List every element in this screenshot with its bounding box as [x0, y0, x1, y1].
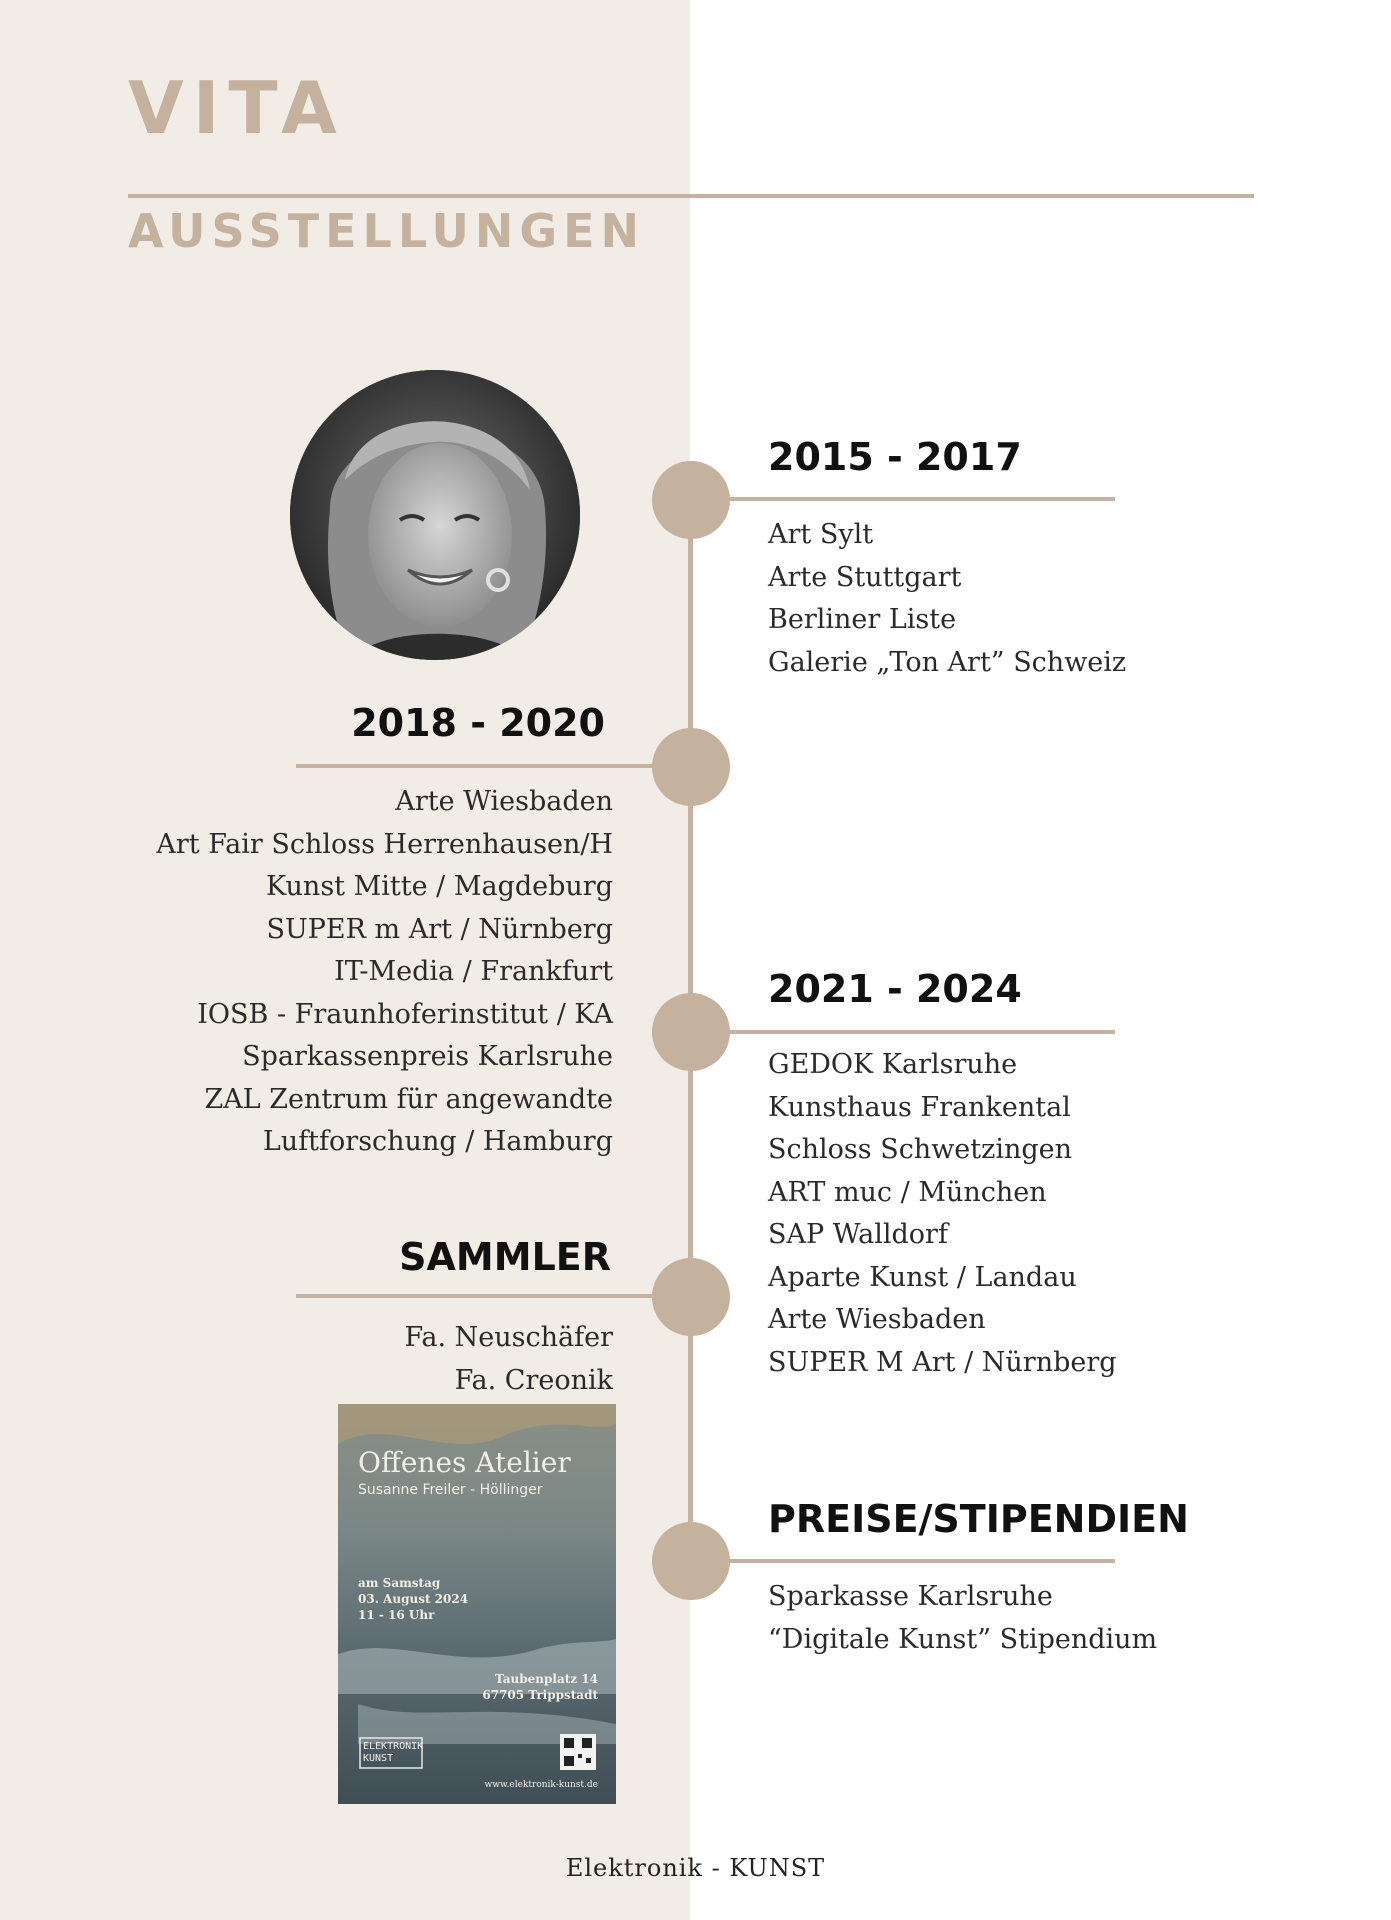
poster-date-line1: am Samstag	[358, 1576, 441, 1590]
list-item: GEDOK Karlsruhe	[768, 1049, 1018, 1080]
poster-title: Offenes Atelier	[358, 1446, 571, 1479]
section-heading-preise: PREISE/STIPENDIEN	[768, 1497, 1189, 1541]
list-item: Luftforschung / Hamburg	[262, 1126, 613, 1157]
list-item: Arte Stuttgart	[768, 561, 962, 593]
list-2018-2020	[156, 781, 613, 1164]
section-rule-preise	[690, 1559, 1115, 1563]
section-rule-2018	[296, 764, 690, 768]
section-rule-sammler	[296, 1294, 690, 1298]
list-preise	[768, 1576, 1157, 1661]
title-divider	[128, 194, 1254, 198]
list-item: Art Fair Schloss Herrenhausen/H	[156, 828, 613, 860]
list-sammler	[405, 1317, 614, 1402]
list-item: IOSB - Fraunhoferinstitut / KA	[197, 998, 613, 1030]
list-item: Galerie „Ton Art” Schweiz	[768, 646, 1127, 678]
list-item: Schloss Schwetzingen	[768, 1134, 1073, 1165]
poster-address2: 67705 Trippstadt	[482, 1688, 598, 1702]
list-item: SUPER m Art / Nürnberg	[266, 913, 613, 945]
event-poster	[338, 1404, 616, 1804]
poster-time: 11 - 16 Uhr	[358, 1608, 435, 1622]
poster-logo-line1: ELEKTRONIK	[363, 1741, 424, 1752]
list-item: ZAL Zentrum für angewandte	[204, 1083, 613, 1115]
section-rule-2015	[690, 497, 1115, 501]
section-heading-2015-2017: 2015 - 2017	[768, 435, 1022, 479]
list-item: “Digitale Kunst” Stipendium	[768, 1623, 1158, 1655]
list-item: Berliner Liste	[768, 604, 957, 635]
list-item: Sparkassenpreis Karlsruhe	[242, 1041, 613, 1072]
section-heading-2018-2020: 2018 - 2020	[351, 701, 605, 745]
list-item: Aparte Kunst / Landau	[768, 1261, 1077, 1293]
list-item: IT-Media / Frankfurt	[334, 956, 613, 987]
list-2015-2017	[768, 514, 1126, 684]
list-item: Sparkasse Karlsruhe	[768, 1581, 1053, 1612]
poster-logo-line2: KUNST	[363, 1753, 394, 1764]
list-2021-2024	[768, 1044, 1117, 1384]
page-title: VITA	[128, 66, 346, 150]
artist-portrait	[290, 370, 580, 660]
poster-url: www.elektronik-kunst.de	[484, 1780, 598, 1790]
page-subtitle: AUSSTELLUNGEN	[128, 204, 646, 258]
list-item: ART muc / München	[768, 1176, 1047, 1208]
list-item: SAP Walldorf	[768, 1219, 948, 1250]
list-item: Fa. Creonik	[454, 1364, 613, 1396]
section-heading-2021-2024: 2021 - 2024	[768, 967, 1022, 1011]
poster-artist: Susanne Freiler - Höllinger	[358, 1482, 543, 1498]
list-item: Fa. Neuschäfer	[404, 1322, 613, 1353]
list-item: Arte Wiesbaden	[395, 786, 613, 817]
portrait-photo-icon	[290, 370, 580, 660]
list-item: Art Sylt	[768, 519, 874, 550]
list-item: Kunst Mitte / Magdeburg	[265, 871, 613, 902]
section-heading-sammler: SAMMLER	[399, 1235, 611, 1279]
poster-address1: Taubenplatz 14	[495, 1672, 598, 1686]
page-footer: Elektronik - KUNST	[565, 1854, 826, 1882]
section-rule-2021	[690, 1030, 1115, 1034]
list-item: Arte Wiesbaden	[768, 1304, 986, 1335]
poster-date-line2: 03. August 2024	[358, 1592, 469, 1606]
list-item: Kunsthaus Frankental	[768, 1091, 1071, 1123]
list-item: SUPER M Art / Nürnberg	[768, 1346, 1117, 1378]
